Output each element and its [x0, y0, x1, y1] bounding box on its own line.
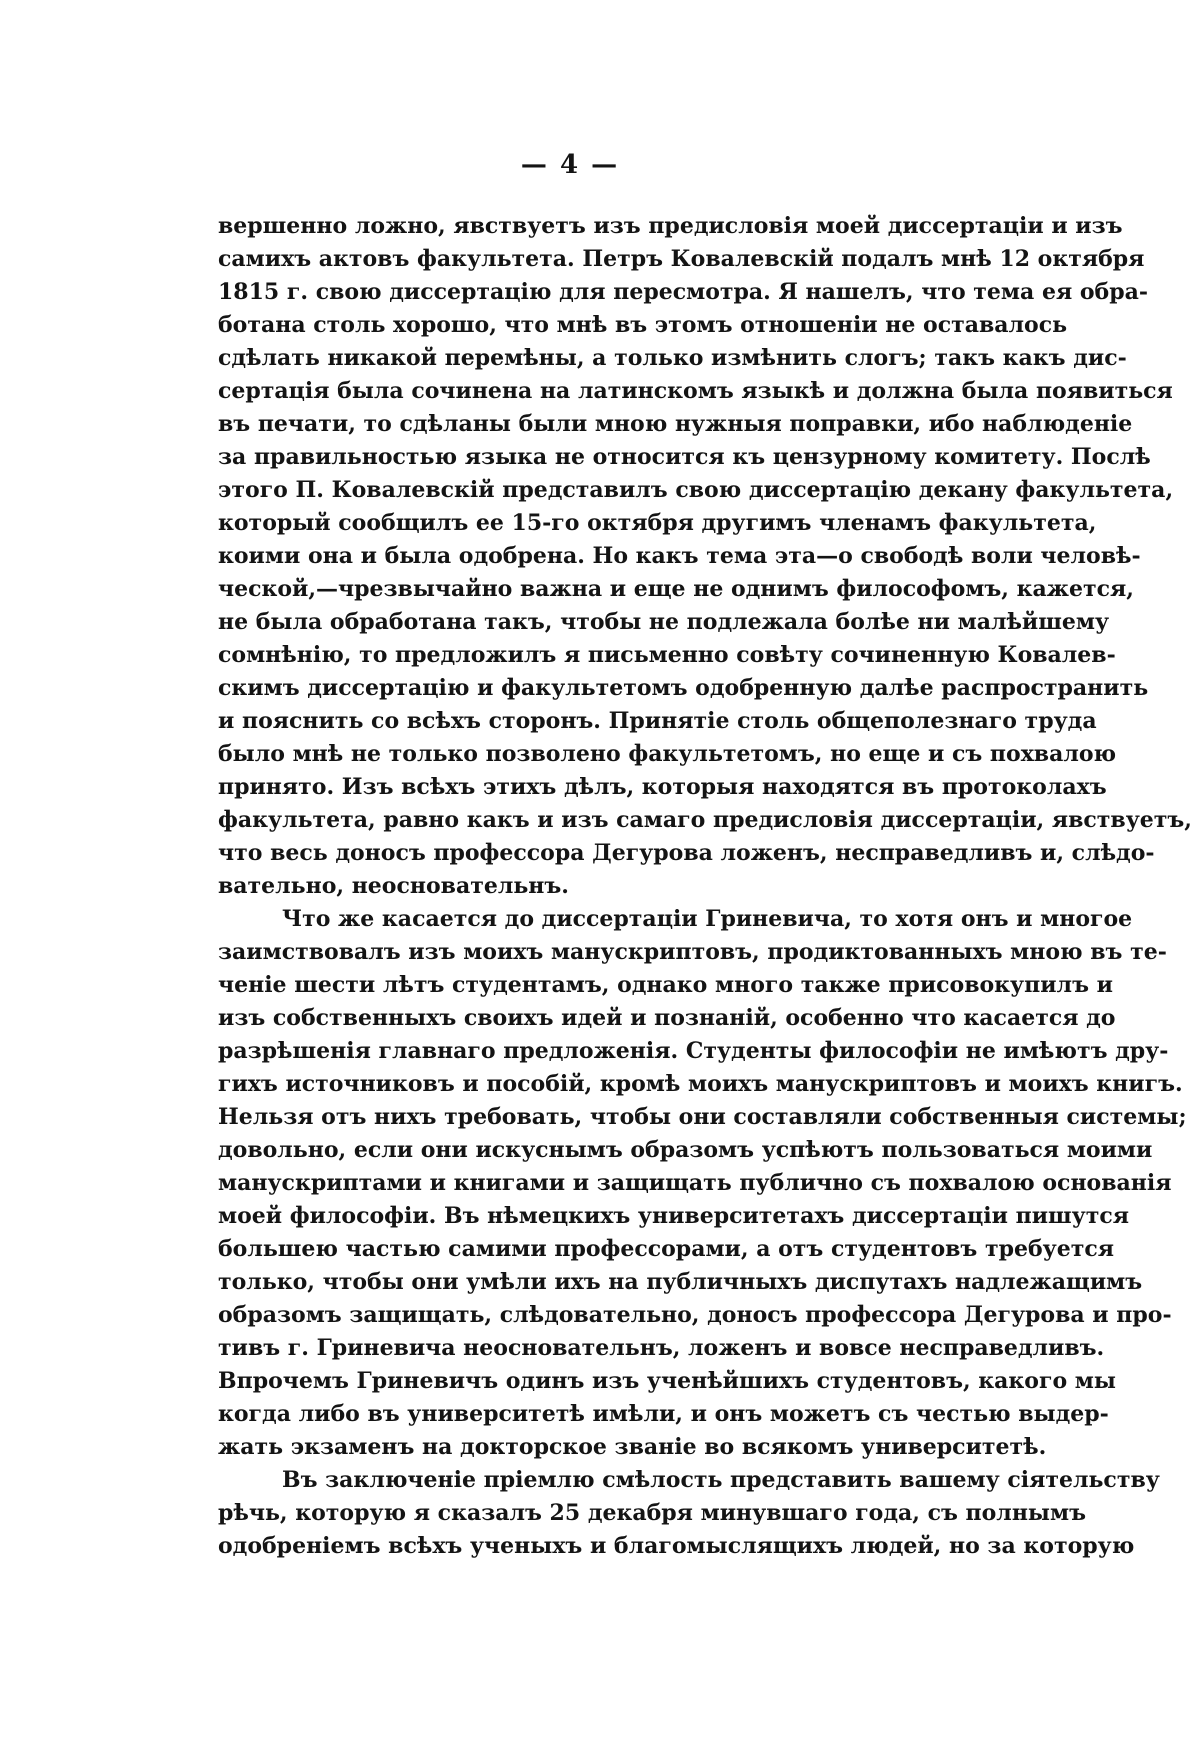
text-line: сомнѣнію, то предложилъ я письменно совѣту сочиненную Ковалев- [218, 642, 1116, 668]
text-line: манускриптами и книгами и защищать публично съ похвалою основанія [218, 1170, 1172, 1196]
text-line: было мнѣ не только позволено факультетомъ, но еще и съ похвалою [218, 741, 1117, 767]
text-line: рѣчь, которую я сказалъ 25 декабря минувшаго года, съ полнымъ [218, 1500, 1086, 1526]
text-line: который сообщилъ ее 15-го октября другимъ членамъ факультета, [218, 510, 1097, 536]
text-line: ченіе шести лѣтъ студентамъ, однако много также присовокупилъ и [218, 972, 1113, 998]
text-line: принято. Изъ всѣхъ этихъ дѣлъ, которыя находятся въ протоколахъ [218, 774, 1107, 800]
text-line: сдѣлать никакой перемѣны, а только измѣнить слогъ; такъ какъ дис- [218, 345, 1127, 371]
text-line: сертація была сочинена на латинскомъ языкѣ и должна была появиться [218, 378, 1173, 404]
text-line: въ печати, то сдѣланы были мною нужныя поправки, ибо наблюденіе [218, 411, 1133, 437]
text-line: одобреніемъ всѣхъ ученыхъ и благомыслящихъ людей, но за которую [218, 1533, 1135, 1559]
text-line: и пояснить со всѣхъ сторонъ. Принятіе столь общеполезнаго труда [218, 708, 1097, 734]
text-line: изъ собственныхъ своихъ идей и познаній, особенно что касается до [218, 1005, 1116, 1031]
paragraph-start-line: Въ заключеніе пріемлю смѣлость представить вашему сіятельству [282, 1467, 1160, 1493]
page-number: — 4 — [520, 150, 620, 180]
text-line: гихъ источниковъ и пособій, кромѣ моихъ манускриптовъ и моихъ книгъ. [218, 1071, 1183, 1097]
text-line: тивъ г. Гриневича неосновательнъ, ложенъ и вовсе несправедливъ. [218, 1335, 1105, 1361]
text-line: когда либо въ университетѣ имѣли, и онъ можетъ съ честью выдер- [218, 1401, 1109, 1427]
text-line: довольно, если они искуснымъ образомъ успѣютъ пользоваться моими [218, 1137, 1153, 1163]
text-line: что весь доносъ профессора Дегурова ложенъ, несправедливъ и, слѣдо- [218, 840, 1155, 866]
text-line: вершенно ложно, явствуетъ изъ предисловія моей диссертаціи и изъ [218, 213, 1123, 239]
text-line: заимствовалъ изъ моихъ манускриптовъ, продиктованныхъ мною въ те- [218, 939, 1167, 965]
text-line: Нельзя отъ нихъ требовать, чтобы они составляли собственныя системы; [218, 1104, 1187, 1130]
text-line: этого П. Ковалевскій представилъ свою диссертацію декану факультета, [218, 477, 1174, 503]
text-line: жать экзаменъ на докторское званіе во всякомъ университетѣ. [218, 1434, 1047, 1460]
text-line: вательно, неосновательнъ. [218, 873, 569, 899]
text-line: только, чтобы они умѣли ихъ на публичныхъ диспутахъ надлежащимъ [218, 1269, 1143, 1295]
text-line: не была обработана такъ, чтобы не подлежала болѣе ни малѣйшему [218, 609, 1110, 635]
text-line: Впрочемъ Гриневичъ одинъ изъ ученѣйшихъ студентовъ, какого мы [218, 1368, 1116, 1394]
text-line: за правильностью языка не относится къ цензурному комитету. Послѣ [218, 444, 1151, 470]
text-line: большею частью самими профессорами, а отъ студентовъ требуется [218, 1236, 1114, 1262]
text-line: ческой,—чрезвычайно важна и еще не однимъ философомъ, кажется, [218, 576, 1134, 602]
text-line: ботана столь хорошо, что мнѣ въ этомъ отношеніи не оставалось [218, 312, 1068, 338]
text-line: образомъ защищать, слѣдовательно, доносъ профессора Дегурова и про- [218, 1302, 1172, 1328]
text-line: 1815 г. свою диссертацію для пересмотра. Я нашелъ, что тема ея обра- [218, 279, 1148, 305]
text-line: моей философіи. Въ нѣмецкихъ университетахъ диссертаціи пишутся [218, 1203, 1130, 1229]
body-text [218, 210, 1192, 1563]
text-line: самихъ актовъ факультета. Петръ Ковалевскій подалъ мнѣ 12 октября [218, 246, 1145, 272]
text-line: скимъ диссертацію и факультетомъ одобренную далѣе распространить [218, 675, 1149, 701]
paragraph-start-line: Что же касается до диссертаціи Гриневича, то хотя онъ и многое [282, 906, 1133, 932]
text-line: факультета, равно какъ и изъ самаго предисловія диссертаціи, явствуетъ, [218, 807, 1192, 833]
text-line: коими она и была одобрена. Но какъ тема эта—о свободѣ воли человѣ- [218, 543, 1141, 569]
text-line: разрѣшенія главнаго предложенія. Студенты философіи не имѣютъ дру- [218, 1038, 1169, 1064]
